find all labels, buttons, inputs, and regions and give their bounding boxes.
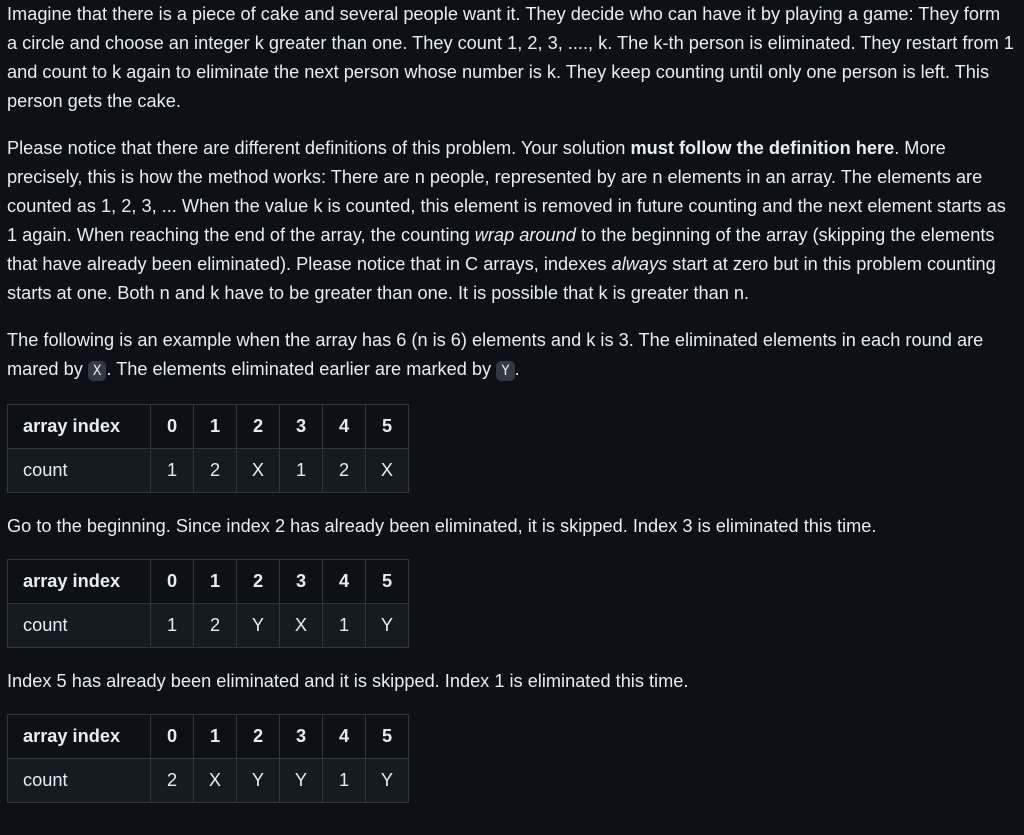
count-cell: Y — [237, 759, 280, 803]
index-cell: 0 — [151, 560, 194, 604]
round-2-table — [7, 559, 409, 648]
table-row — [8, 449, 409, 493]
round-3-table — [7, 714, 409, 803]
table-row — [8, 759, 409, 803]
round-1-table — [7, 404, 409, 493]
index-cell: 4 — [323, 405, 366, 449]
example-text-b: . The elements eliminated earlier are marked by — [106, 359, 497, 379]
count-label: count — [8, 759, 151, 803]
count-cell: 1 — [151, 604, 194, 648]
count-cell: X — [194, 759, 237, 803]
definition-text-c: to the beginning of the array (skipping the elements that have already been eliminated). Please notice that in C arrays, indexes — [7, 225, 995, 274]
count-cell: Y — [366, 604, 409, 648]
table-header-row — [8, 560, 409, 604]
always-emphasis: always — [611, 254, 668, 274]
example-text-c: . — [514, 359, 520, 379]
index-cell: 2 — [237, 560, 280, 604]
index-cell: 3 — [280, 715, 323, 759]
index-cell: 3 — [280, 560, 323, 604]
count-cell: Y — [237, 604, 280, 648]
intro-paragraph: Imagine that there is a piece of cake and several people want it. They decide who can have it by playing a game: They form a circle and choose an integer k greater than one. They count 1, 2, 3, ...., k. The k-th person is eliminated. They restart from 1 and count to k again to eliminate the next person whose number is k. They keep counting until only one person is left. This person gets the cake. — [7, 4, 1014, 111]
index-cell: 2 — [237, 715, 280, 759]
index-cell: 1 — [194, 405, 237, 449]
count-cell: X — [280, 604, 323, 648]
count-cell: 1 — [323, 759, 366, 803]
count-cell: 2 — [194, 604, 237, 648]
array-index-header: array index — [8, 405, 151, 449]
count-cell: X — [366, 449, 409, 493]
index-cell: 3 — [280, 405, 323, 449]
code-y: Y — [496, 361, 514, 381]
count-cell: 2 — [194, 449, 237, 493]
index-cell: 4 — [323, 560, 366, 604]
count-cell: 2 — [151, 759, 194, 803]
definition-bold-text: must follow the definition here — [630, 138, 895, 158]
array-index-header: array index — [8, 715, 151, 759]
index-cell: 1 — [194, 715, 237, 759]
example-text-a: The following is an example when the array has 6 (n is 6) elements and k is 3. The eliminated elements in each round are mared by — [7, 330, 984, 379]
code-x: X — [88, 361, 106, 381]
definition-text-a: Please notice that there are different definitions of this problem. Your solution — [7, 138, 631, 158]
count-cell: X — [237, 449, 280, 493]
index-cell: 5 — [366, 405, 409, 449]
count-cell: Y — [280, 759, 323, 803]
wrap-around-emphasis: wrap around — [474, 225, 576, 245]
array-index-header: array index — [8, 560, 151, 604]
index-cell: 0 — [151, 405, 194, 449]
count-cell: 1 — [280, 449, 323, 493]
index-cell: 0 — [151, 715, 194, 759]
between-text-2: Index 5 has already been eliminated and it is skipped. Index 1 is eliminated this time. — [7, 671, 689, 691]
index-cell: 2 — [237, 405, 280, 449]
definition-text-b: . More precisely, this is how the method works: There are n people, represented by are n elements in an array. The elements are counted as 1, 2, 3, ... When the value k is counted, this element is removed in future counting and the next element starts as 1 again. When reaching the end of the array, the counting — [7, 138, 1006, 245]
count-label: count — [8, 604, 151, 648]
table-header-row — [8, 405, 409, 449]
between-text-1: Go to the beginning. Since index 2 has already been eliminated, it is skipped. Index 3 is eliminated this time. — [7, 516, 877, 536]
count-cell: 1 — [323, 604, 366, 648]
index-cell: 1 — [194, 560, 237, 604]
count-cell: Y — [366, 759, 409, 803]
count-cell: 2 — [323, 449, 366, 493]
example-paragraph — [7, 326, 1014, 386]
count-label: count — [8, 449, 151, 493]
table-header-row — [8, 715, 409, 759]
definition-paragraph — [7, 134, 1014, 308]
table-row — [8, 604, 409, 648]
index-cell: 4 — [323, 715, 366, 759]
count-cell: 1 — [151, 449, 194, 493]
index-cell: 5 — [366, 560, 409, 604]
index-cell: 5 — [366, 715, 409, 759]
definition-text-d: start at zero but in this problem counting starts at one. Both n and k have to be greater than one. It is possible that k is greater than n. — [7, 254, 996, 303]
